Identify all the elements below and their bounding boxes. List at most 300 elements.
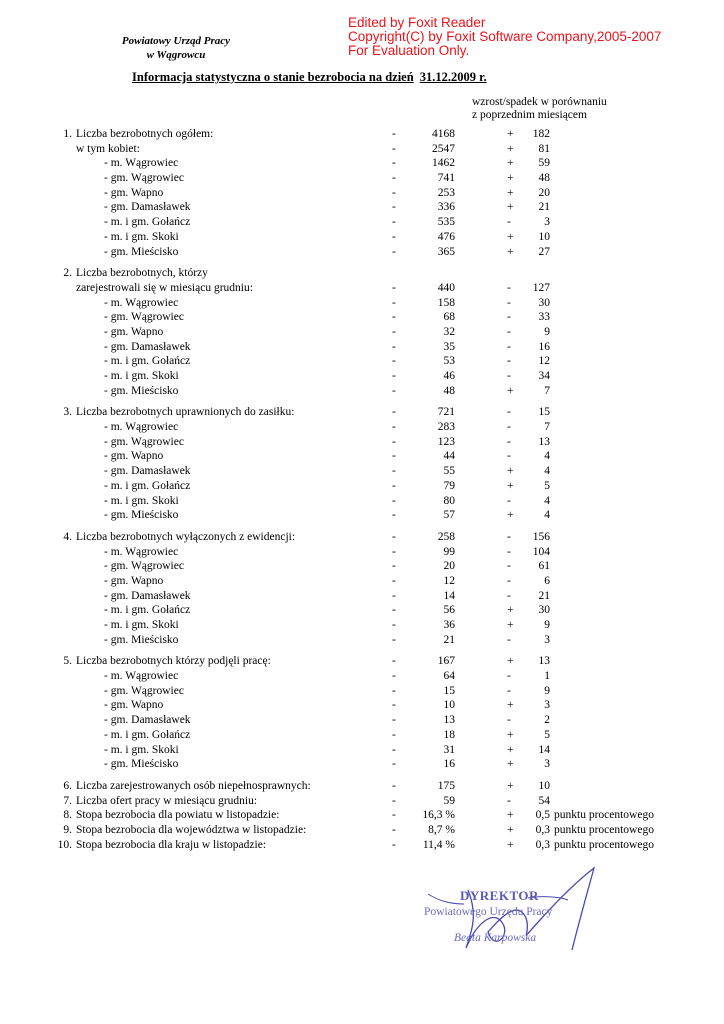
- change-sign: +: [507, 384, 514, 397]
- change-value: 54: [538, 794, 550, 807]
- stat-row: [0, 127, 724, 142]
- item-label: - m. Wągrowiec: [104, 545, 179, 558]
- item-label: - m. i gm. Gołańcz: [104, 216, 191, 229]
- change-value: 5: [544, 728, 550, 741]
- change-value: 30: [538, 604, 550, 617]
- item-value: 59: [443, 794, 455, 807]
- change-sign: -: [507, 714, 511, 727]
- change-sign: +: [507, 728, 514, 741]
- item-value: 56: [443, 604, 455, 617]
- stat-row: [0, 823, 724, 838]
- stat-row: [0, 508, 724, 523]
- stat-row: [0, 354, 724, 369]
- stat-row: [0, 281, 724, 296]
- change-sign: -: [507, 450, 511, 463]
- change-value: 34: [538, 370, 550, 382]
- item-label: - m. i gm. Skoki: [104, 743, 179, 756]
- change-value: 21: [538, 589, 550, 602]
- change-unit: punktu procentowego: [554, 809, 654, 822]
- change-value: 9: [544, 619, 550, 631]
- stat-row: [0, 479, 724, 494]
- stat-row: [0, 589, 724, 604]
- stat-row: [0, 713, 724, 728]
- item-label: - gm. Damasławek: [104, 340, 191, 353]
- item-label: - m. i gm. Gołańcz: [104, 728, 191, 741]
- value-separator: -: [392, 186, 396, 199]
- stat-row: [0, 296, 724, 311]
- change-value: 5: [544, 479, 550, 492]
- item-value: 32: [443, 325, 455, 338]
- change-sign: -: [507, 794, 511, 807]
- value-separator: -: [392, 699, 396, 712]
- change-sign: +: [507, 186, 514, 199]
- item-value: 158: [437, 296, 455, 309]
- change-sign: +: [507, 619, 514, 631]
- change-sign: -: [507, 530, 511, 543]
- stat-row: [0, 420, 724, 435]
- item-value: 80: [443, 494, 455, 507]
- stat-row: [0, 559, 724, 574]
- item-value: 11,4 %: [422, 838, 455, 851]
- value-separator: -: [392, 245, 396, 258]
- stat-row: [0, 310, 724, 325]
- stat-row: [0, 574, 724, 589]
- change-sign: +: [507, 479, 514, 492]
- item-value: 35: [443, 340, 455, 353]
- value-separator: -: [392, 370, 396, 382]
- change-value: 21: [538, 201, 550, 214]
- title-text: Informacja statystyczna o stanie bezrobocia na dzień: [132, 70, 414, 84]
- change-value: 20: [538, 186, 550, 199]
- change-value: 81: [538, 142, 550, 155]
- value-separator: -: [392, 465, 396, 478]
- item-number: 2.: [63, 267, 72, 280]
- change-sign: -: [507, 296, 511, 309]
- change-sign: -: [507, 633, 511, 646]
- value-separator: -: [392, 838, 396, 851]
- item-label: - gm. Wągrowiec: [104, 560, 184, 573]
- change-sign: -: [507, 340, 511, 353]
- value-separator: -: [392, 450, 396, 463]
- item-value: 16,3 %: [422, 809, 455, 822]
- item-number: 6.: [63, 779, 72, 792]
- office-location: w Wągrowcu: [146, 49, 206, 61]
- item-value: 68: [443, 311, 455, 324]
- change-value: 127: [532, 281, 550, 294]
- comparison-column-header: [472, 96, 607, 122]
- watermark-line: Edited by Foxit Reader: [348, 15, 486, 30]
- change-value: 4: [544, 494, 550, 507]
- change-value: 13: [538, 435, 550, 448]
- item-label: - gm. Mieścisko: [104, 633, 179, 646]
- stat-row: [0, 405, 724, 420]
- value-separator: -: [392, 545, 396, 558]
- stat-row: [0, 369, 724, 384]
- item-label: - m. i gm. Gołańcz: [104, 604, 191, 617]
- stat-section: [0, 530, 724, 648]
- stat-row: [0, 779, 724, 794]
- stat-row: [0, 808, 724, 823]
- item-label: - m. Wągrowiec: [104, 421, 179, 434]
- item-value: 16: [443, 758, 455, 771]
- watermark-line: For Evaluation Only.: [348, 43, 470, 58]
- stat-row: [0, 340, 724, 355]
- change-sign: +: [507, 743, 514, 756]
- value-separator: -: [392, 406, 396, 419]
- stat-section: [0, 266, 724, 398]
- item-value: 476: [437, 230, 455, 243]
- value-separator: -: [392, 670, 396, 683]
- change-sign: +: [507, 172, 514, 185]
- item-label: - m. i gm. Skoki: [104, 230, 179, 243]
- item-label: - gm. Wągrowiec: [104, 311, 184, 324]
- change-sign: +: [507, 604, 514, 617]
- change-value: 7: [544, 421, 550, 434]
- item-label: - m. i gm. Skoki: [104, 619, 179, 631]
- value-separator: -: [392, 509, 396, 522]
- change-value: 33: [538, 311, 550, 324]
- value-separator: -: [392, 633, 396, 646]
- item-value: 283: [437, 421, 455, 434]
- item-value: 46: [443, 370, 455, 382]
- change-sign: +: [507, 465, 514, 478]
- item-label: - gm. Damasławek: [104, 714, 191, 727]
- change-sign: -: [507, 311, 511, 324]
- item-value: 20: [443, 560, 455, 573]
- item-value: 2547: [432, 142, 455, 155]
- watermark-line: Copyright(C) by Foxit Software Company,2005-2007: [348, 29, 662, 44]
- item-label: - m. i gm. Skoki: [104, 370, 179, 382]
- change-sign: -: [507, 670, 511, 683]
- item-value: 79: [443, 479, 455, 492]
- stat-row: [0, 530, 724, 545]
- office-name: Powiatowy Urząd Pracy: [121, 35, 231, 47]
- value-separator: -: [392, 823, 396, 836]
- stat-row: [0, 684, 724, 699]
- item-value: 12: [443, 574, 455, 587]
- stamp-office: Powiatowego Urzędu Pracy: [424, 906, 553, 918]
- item-value: 18: [443, 728, 455, 741]
- change-sign: -: [507, 589, 511, 602]
- stat-row: [0, 215, 724, 230]
- change-value: 0,3: [535, 838, 550, 851]
- change-value: 13: [538, 655, 550, 668]
- item-label: - m. i gm. Gołańcz: [104, 479, 191, 492]
- change-sign: -: [507, 435, 511, 448]
- value-separator: -: [392, 530, 396, 543]
- change-value: 9: [544, 684, 550, 697]
- stat-row: [0, 449, 724, 464]
- item-label: - gm. Damasławek: [104, 201, 191, 214]
- compare-header-line: wzrost/spadek w porównaniu: [472, 96, 607, 108]
- change-sign: -: [507, 421, 511, 434]
- change-value: 3: [544, 216, 550, 229]
- evaluation-watermark: [348, 16, 661, 58]
- item-label: Liczba bezrobotnych uprawnionych do zasiłku:: [76, 406, 295, 419]
- stat-row: [0, 142, 724, 157]
- item-label: Liczba bezrobotnych, którzy: [76, 267, 208, 280]
- item-number: 8.: [63, 809, 72, 822]
- value-separator: -: [392, 340, 396, 353]
- stat-row: [0, 435, 724, 450]
- item-value: 10: [443, 699, 455, 712]
- item-number: 3.: [63, 406, 72, 419]
- value-separator: -: [392, 479, 396, 492]
- item-label: Liczba bezrobotnych którzy podjęli pracę:: [76, 655, 271, 668]
- item-label: Liczba ofert pracy w miesiącu grudniu:: [76, 794, 258, 807]
- change-sign: -: [507, 216, 511, 229]
- change-value: 104: [532, 545, 550, 558]
- value-separator: -: [392, 230, 396, 243]
- change-value: 59: [538, 157, 550, 170]
- item-number: 10.: [57, 838, 72, 851]
- stat-row: [0, 545, 724, 560]
- change-value: 14: [538, 743, 550, 756]
- value-separator: -: [392, 216, 396, 229]
- value-separator: -: [392, 384, 396, 397]
- item-label: - gm. Damasławek: [104, 465, 191, 478]
- change-value: 6: [544, 574, 550, 587]
- change-value: 61: [538, 560, 550, 573]
- change-sign: -: [507, 574, 511, 587]
- change-value: 0,3: [535, 823, 550, 836]
- change-sign: +: [507, 157, 514, 170]
- change-sign: +: [507, 758, 514, 771]
- change-value: 4: [544, 465, 550, 478]
- change-value: 0,5: [535, 809, 550, 822]
- value-separator: -: [392, 560, 396, 573]
- item-number: 1.: [63, 128, 72, 140]
- change-value: 16: [538, 340, 550, 353]
- change-sign: +: [507, 838, 514, 851]
- change-sign: -: [507, 684, 511, 697]
- stat-row: [0, 728, 724, 743]
- item-value: 123: [437, 435, 455, 448]
- item-value: 57: [443, 509, 455, 522]
- item-label: - gm. Wapno: [104, 325, 164, 338]
- item-number: 5.: [63, 655, 72, 668]
- change-value: 182: [532, 128, 550, 140]
- value-separator: -: [392, 172, 396, 185]
- value-separator: -: [392, 157, 396, 170]
- compare-header-line: z poprzednim miesiącem: [472, 109, 587, 121]
- item-number: 7.: [63, 794, 72, 807]
- change-value: 1: [544, 670, 550, 683]
- item-value: 48: [443, 384, 455, 397]
- change-sign: -: [507, 281, 511, 294]
- value-separator: -: [392, 311, 396, 324]
- change-sign: +: [507, 699, 514, 712]
- stat-section: [0, 654, 724, 772]
- value-separator: -: [392, 128, 396, 140]
- change-value: 3: [544, 699, 550, 712]
- item-label: - gm. Wapno: [104, 574, 164, 587]
- stat-row: [0, 186, 724, 201]
- stat-row: [0, 698, 724, 713]
- stat-section: [0, 779, 724, 852]
- change-value: 30: [538, 296, 550, 309]
- stat-row: [0, 603, 724, 618]
- stat-row: [0, 757, 724, 772]
- stamp-title: DYREKTOR: [460, 888, 539, 903]
- change-sign: +: [507, 823, 514, 836]
- value-separator: -: [392, 619, 396, 631]
- value-separator: -: [392, 655, 396, 668]
- value-separator: -: [392, 684, 396, 697]
- item-value: 64: [443, 670, 455, 683]
- change-sign: +: [507, 655, 514, 668]
- item-number: 4.: [63, 530, 72, 543]
- stat-row: [0, 464, 724, 479]
- item-label: - gm. Wągrowiec: [104, 172, 184, 185]
- change-unit: punktu procentowego: [554, 838, 654, 851]
- value-separator: -: [392, 794, 396, 807]
- value-separator: -: [392, 355, 396, 368]
- change-value: 9: [544, 325, 550, 338]
- item-label: - gm. Wapno: [104, 186, 164, 199]
- item-label: w tym kobiet:: [76, 142, 140, 155]
- item-value: 336: [437, 201, 455, 214]
- stat-row: [0, 633, 724, 648]
- stat-row: [0, 618, 724, 633]
- item-label: - gm. Wapno: [104, 699, 164, 712]
- value-separator: -: [392, 142, 396, 155]
- item-value: 36: [443, 619, 455, 631]
- item-value: 365: [437, 245, 455, 258]
- stat-section: [0, 405, 724, 523]
- item-value: 44: [443, 450, 455, 463]
- item-label: - m. Wągrowiec: [104, 670, 179, 683]
- change-value: 7: [544, 384, 550, 397]
- change-sign: +: [507, 230, 514, 243]
- value-separator: -: [392, 201, 396, 214]
- director-signature-stamp: [408, 860, 608, 970]
- change-value: 48: [538, 172, 550, 185]
- item-label: - gm. Mieścisko: [104, 509, 179, 522]
- stat-row: [0, 171, 724, 186]
- value-separator: -: [392, 494, 396, 507]
- value-separator: -: [392, 779, 396, 792]
- item-value: 741: [437, 172, 455, 185]
- item-value: 1462: [432, 157, 455, 170]
- item-value: 14: [443, 589, 455, 602]
- item-label: - m. Wągrowiec: [104, 157, 179, 170]
- change-sign: +: [507, 509, 514, 522]
- office-header: [106, 34, 246, 62]
- stat-row: [0, 266, 724, 281]
- item-value: 21: [443, 633, 455, 646]
- item-value: 440: [437, 281, 455, 294]
- item-label: Liczba zarejestrowanych osób niepełnosprawnych:: [76, 779, 311, 792]
- item-label: - gm. Mieścisko: [104, 245, 179, 258]
- item-value: 535: [437, 216, 455, 229]
- stat-row: [0, 245, 724, 260]
- value-separator: -: [392, 325, 396, 338]
- stat-row: [0, 669, 724, 684]
- change-value: 4: [544, 450, 550, 463]
- item-label: Stopa bezrobocia dla województwa w listopadzie:: [76, 823, 307, 836]
- item-value: 55: [443, 465, 455, 478]
- stat-section: [0, 127, 724, 259]
- item-value: 721: [437, 406, 455, 419]
- item-label: Liczba bezrobotnych wyłączonych z ewidencji:: [76, 530, 296, 543]
- item-label: - gm. Mieścisko: [104, 384, 179, 397]
- stat-row: [0, 156, 724, 171]
- stat-row: [0, 494, 724, 509]
- stat-row: [0, 230, 724, 245]
- value-separator: -: [392, 743, 396, 756]
- change-sign: +: [507, 779, 514, 792]
- item-label: zarejestrowali się w miesiącu grudniu:: [76, 281, 253, 294]
- item-value: 253: [437, 186, 455, 199]
- change-sign: -: [507, 370, 511, 382]
- document-title: [132, 70, 487, 85]
- value-separator: -: [392, 421, 396, 434]
- value-separator: -: [392, 574, 396, 587]
- change-sign: -: [507, 494, 511, 507]
- title-date: 31.12.2009 r.: [419, 70, 487, 84]
- change-sign: -: [507, 355, 511, 368]
- change-sign: +: [507, 201, 514, 214]
- item-label: Stopa bezrobocia dla kraju w listopadzie:: [76, 838, 267, 851]
- stat-row: [0, 325, 724, 340]
- change-value: 15: [538, 406, 550, 419]
- value-separator: -: [392, 809, 396, 822]
- value-separator: -: [392, 714, 396, 727]
- item-value: 167: [437, 655, 455, 668]
- change-value: 12: [538, 355, 550, 368]
- value-separator: -: [392, 435, 396, 448]
- stat-row: [0, 200, 724, 215]
- item-label: - gm. Damasławek: [104, 589, 191, 602]
- item-label: Liczba bezrobotnych ogółem:: [76, 128, 214, 140]
- item-label: - m. Wągrowiec: [104, 296, 179, 309]
- item-label: - m. i gm. Gołańcz: [104, 355, 191, 368]
- statistics-list: [0, 127, 724, 859]
- item-label: - gm. Mieścisko: [104, 758, 179, 771]
- stat-row: [0, 794, 724, 809]
- stat-row: [0, 743, 724, 758]
- item-number: 9.: [63, 823, 72, 836]
- value-separator: -: [392, 281, 396, 294]
- change-sign: +: [507, 128, 514, 140]
- change-value: 2: [544, 714, 550, 727]
- item-label: - gm. Wągrowiec: [104, 435, 184, 448]
- value-separator: -: [392, 604, 396, 617]
- item-value: 13: [443, 714, 455, 727]
- change-sign: +: [507, 245, 514, 258]
- change-value: 156: [532, 530, 550, 543]
- change-value: 4: [544, 509, 550, 522]
- change-sign: -: [507, 325, 511, 338]
- item-value: 8,7 %: [428, 823, 455, 836]
- change-sign: -: [507, 545, 511, 558]
- change-unit: punktu procentowego: [554, 823, 654, 836]
- stat-row: [0, 838, 724, 853]
- item-value: 53: [443, 355, 455, 368]
- item-value: 15: [443, 684, 455, 697]
- item-label: - gm. Wapno: [104, 450, 164, 463]
- stat-row: [0, 384, 724, 399]
- value-separator: -: [392, 728, 396, 741]
- item-value: 258: [437, 530, 455, 543]
- change-sign: -: [507, 406, 511, 419]
- item-value: 175: [437, 779, 455, 792]
- change-value: 27: [538, 245, 550, 258]
- change-sign: -: [507, 560, 511, 573]
- item-value: 99: [443, 545, 455, 558]
- stat-row: [0, 654, 724, 669]
